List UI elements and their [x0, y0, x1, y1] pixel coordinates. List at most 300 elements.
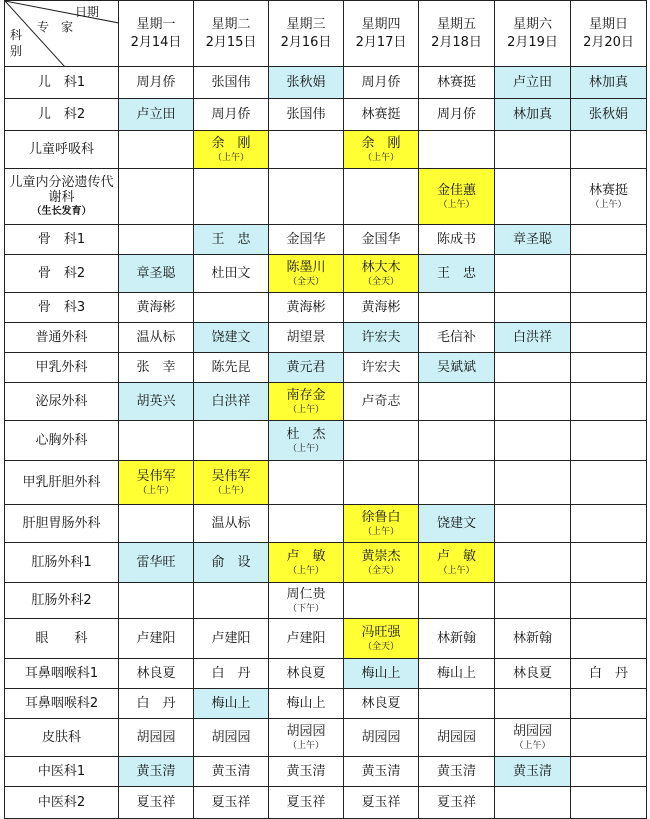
dept-label: 皮肤科: [41, 730, 81, 745]
doctor-name: 黄海彬: [136, 299, 176, 315]
session-note: （上午）: [514, 740, 551, 751]
doctor-name: 卢建阳: [286, 630, 326, 646]
schedule-cell: [571, 719, 647, 757]
doctor-name: 饶建文: [436, 515, 476, 531]
schedule-cell: [344, 67, 419, 99]
corner-dept-label: 科 别: [9, 28, 22, 58]
table-row: [5, 583, 647, 619]
session-note: （上午）: [137, 485, 174, 496]
table-row: [5, 505, 647, 543]
doctor-name: 张国伟: [211, 74, 251, 90]
corner-date-label: 日期: [75, 5, 100, 19]
table-row: [5, 323, 647, 353]
dept-label: 心胸外科: [35, 433, 88, 448]
table-row: [5, 689, 647, 719]
day-date: 2月18日: [431, 34, 482, 50]
doctor-name: 胡英兴: [136, 393, 176, 409]
doctor-name: 黄元君: [286, 359, 326, 375]
table-row: [5, 169, 647, 225]
day-name: 星期五: [436, 16, 476, 32]
dept-cell: [5, 323, 119, 353]
session-note: （上午）: [362, 152, 399, 163]
doctor-name: 夏玉祥: [436, 794, 476, 810]
schedule-cell: [495, 353, 571, 383]
session-note: （上午）: [287, 740, 324, 751]
table-row: [5, 659, 647, 689]
doctor-name: 白洪祥: [512, 329, 552, 345]
schedule-cell: [419, 543, 495, 583]
table-row: [5, 787, 647, 819]
schedule-cell: [344, 583, 419, 619]
doctor-name: 白 丹: [136, 695, 176, 711]
schedule-cell: [419, 293, 495, 323]
dept-cell: [5, 99, 119, 131]
doctor-name: 周月侨: [361, 74, 401, 90]
doctor-name: 林赛挺: [361, 106, 401, 122]
day-name: 星期四: [361, 16, 401, 32]
session-note: （上午）: [287, 565, 324, 576]
doctor-name: 吴伟军: [211, 468, 251, 484]
schedule-cell: [119, 225, 194, 255]
session-note: （上午）: [287, 404, 324, 415]
schedule-cell: [194, 787, 269, 819]
day-header-2: [194, 1, 269, 67]
schedule-cell: [119, 757, 194, 787]
day-name: 星期日: [588, 16, 628, 32]
schedule-cell: [119, 689, 194, 719]
schedule-cell: [571, 757, 647, 787]
schedule-cell: [344, 757, 419, 787]
table-row: [5, 67, 647, 99]
schedule-cell: [194, 583, 269, 619]
table-row: [5, 421, 647, 461]
session-note: （全天）: [362, 276, 399, 287]
schedule-cell: [119, 293, 194, 323]
schedule-cell: [419, 255, 495, 293]
doctor-name: 张国伟: [286, 106, 326, 122]
schedule-cell: [419, 659, 495, 689]
doctor-name: 余 刚: [211, 135, 251, 151]
schedule-cell: [571, 619, 647, 659]
dept-cell: [5, 461, 119, 505]
schedule-cell: [119, 583, 194, 619]
doctor-name: 梅山上: [436, 665, 476, 681]
schedule-cell: [119, 169, 194, 225]
schedule-cell: [419, 583, 495, 619]
schedule-cell: [344, 131, 419, 169]
schedule-cell: [194, 293, 269, 323]
corner-expert-label: 专 家: [37, 20, 74, 34]
session-note: （全天）: [287, 276, 324, 287]
doctor-name: 卢建阳: [136, 630, 176, 646]
schedule-cell: [119, 787, 194, 819]
day-header-7: [571, 1, 647, 67]
schedule-cell: [269, 169, 344, 225]
dept-cell: [5, 719, 119, 757]
schedule-cell: [194, 719, 269, 757]
schedule-cell: [495, 461, 571, 505]
schedule-cell: [571, 461, 647, 505]
corner-header-cell: [5, 1, 119, 67]
schedule-cell: [344, 169, 419, 225]
doctor-name: 夏玉祥: [286, 794, 326, 810]
schedule-cell: [419, 225, 495, 255]
day-name: 星期二: [211, 16, 251, 32]
schedule-cell: [269, 461, 344, 505]
schedule-cell: [269, 99, 344, 131]
schedule-cell: [194, 99, 269, 131]
doctor-name: 许宏夫: [361, 329, 401, 345]
schedule-cell: [194, 323, 269, 353]
doctor-name: 张秋娟: [286, 74, 326, 90]
schedule-cell: [119, 353, 194, 383]
session-note: （全天）: [362, 641, 399, 652]
dept-label: 甲乳肝胆外科: [22, 475, 101, 490]
dept-cell: [5, 353, 119, 383]
schedule-cell: [269, 757, 344, 787]
session-note: （下午）: [287, 603, 324, 614]
table-row: [5, 757, 647, 787]
doctor-name: 林加真: [588, 74, 628, 90]
session-note: （上午）: [438, 565, 475, 576]
schedule-cell: [495, 99, 571, 131]
day-date: 2月17日: [355, 34, 407, 50]
table-row: [5, 619, 647, 659]
doctor-name: 林赛挺: [436, 74, 476, 90]
expert-schedule-table: [4, 0, 647, 819]
doctor-name: 卢 敏: [436, 548, 476, 564]
schedule-cell: [571, 787, 647, 819]
doctor-name: 黄玉清: [211, 763, 251, 779]
doctor-name: 梅山上: [211, 695, 251, 711]
schedule-cell: [419, 353, 495, 383]
doctor-name: 夏玉祥: [361, 794, 401, 810]
dept-cell: [5, 505, 119, 543]
schedule-cell: [571, 255, 647, 293]
schedule-cell: [419, 461, 495, 505]
dept-label: 中医科1: [37, 764, 86, 779]
schedule-cell: [571, 659, 647, 689]
doctor-name: 雷华旺: [136, 554, 176, 570]
schedule-cell: [344, 619, 419, 659]
schedule-cell: [571, 383, 647, 421]
schedule-cell: [194, 505, 269, 543]
schedule-cell: [419, 383, 495, 421]
dept-label: 骨 科3: [37, 300, 86, 315]
schedule-cell: [269, 505, 344, 543]
schedule-cell: [119, 99, 194, 131]
doctor-name: 胡园园: [286, 723, 326, 739]
schedule-cell: [119, 255, 194, 293]
schedule-cell: [419, 719, 495, 757]
doctor-name: 冯旺强: [361, 624, 401, 640]
schedule-cell: [344, 225, 419, 255]
schedule-cell: [419, 689, 495, 719]
doctor-name: 饶建文: [211, 329, 251, 345]
schedule-cell: [269, 67, 344, 99]
dept-label: 普通外科: [35, 330, 88, 345]
schedule-cell: [571, 131, 647, 169]
dept-label: 泌尿外科: [35, 394, 88, 409]
dept-label: 骨 科1: [37, 232, 86, 247]
schedule-cell: [571, 583, 647, 619]
schedule-cell: [344, 787, 419, 819]
schedule-cell: [571, 169, 647, 225]
doctor-name: 卢立田: [136, 106, 176, 122]
schedule-cell: [194, 131, 269, 169]
dept-label: 甲乳外科: [35, 360, 88, 375]
schedule-cell: [495, 323, 571, 353]
dept-cell: [5, 225, 119, 255]
session-note: （上午）: [362, 526, 399, 537]
schedule-cell: [119, 505, 194, 543]
schedule-cell: [344, 543, 419, 583]
schedule-cell: [419, 421, 495, 461]
schedule-cell: [344, 383, 419, 421]
schedule-cell: [194, 461, 269, 505]
schedule-cell: [269, 619, 344, 659]
doctor-name: 张秋娟: [588, 106, 628, 122]
doctor-name: 吴斌斌: [436, 359, 476, 375]
schedule-cell: [571, 543, 647, 583]
table-row: [5, 461, 647, 505]
doctor-name: 杜田文: [211, 265, 251, 281]
dept-label: 眼 科: [35, 631, 88, 646]
doctor-name: 陈成书: [436, 231, 476, 247]
doctor-name: 林新翰: [436, 630, 476, 646]
schedule-cell: [344, 719, 419, 757]
schedule-cell: [119, 619, 194, 659]
schedule-cell: [194, 757, 269, 787]
doctor-name: 黄玉清: [512, 763, 552, 779]
schedule-cell: [119, 131, 194, 169]
doctor-name: 卢奇志: [361, 393, 401, 409]
doctor-name: 胡园园: [436, 729, 476, 745]
day-date: 2月19日: [507, 34, 558, 50]
doctor-name: 胡园园: [136, 729, 176, 745]
schedule-cell: [344, 255, 419, 293]
doctor-name: 卢建阳: [211, 630, 251, 646]
schedule-cell: [571, 323, 647, 353]
schedule-cell: [495, 787, 571, 819]
header-row: [5, 1, 647, 67]
session-note: （上午）: [287, 443, 324, 454]
schedule-cell: [269, 383, 344, 421]
schedule-cell: [194, 689, 269, 719]
doctor-name: 黄玉清: [136, 763, 176, 779]
schedule-cell: [269, 787, 344, 819]
schedule-cell: [194, 543, 269, 583]
table-row: [5, 383, 647, 421]
dept-label: 肛肠外科2: [31, 593, 92, 608]
schedule-cell: [419, 505, 495, 543]
doctor-name: 林大木: [361, 259, 401, 275]
doctor-name: 卢 敏: [286, 548, 326, 564]
schedule-cell: [344, 421, 419, 461]
schedule-cell: [495, 719, 571, 757]
doctor-name: 周月侨: [436, 106, 476, 122]
session-note: （上午）: [590, 199, 627, 210]
table-row: [5, 99, 647, 131]
day-name: 星期三: [286, 16, 326, 32]
doctor-name: 黄玉清: [286, 763, 326, 779]
schedule-cell: [495, 255, 571, 293]
schedule-cell: [269, 255, 344, 293]
schedule-cell: [571, 293, 647, 323]
day-date: 2月16日: [280, 34, 332, 50]
schedule-cell: [194, 169, 269, 225]
schedule-cell: [194, 225, 269, 255]
schedule-cell: [269, 225, 344, 255]
doctor-name: 章圣聪: [136, 265, 176, 281]
schedule-cell: [194, 255, 269, 293]
schedule-cell: [419, 131, 495, 169]
doctor-name: 俞 设: [211, 554, 251, 570]
dept-cell: [5, 757, 119, 787]
schedule-cell: [419, 67, 495, 99]
day-header-4: [344, 1, 419, 67]
schedule-cell: [419, 169, 495, 225]
schedule-cell: [119, 323, 194, 353]
schedule-cell: [419, 619, 495, 659]
day-header-3: [269, 1, 344, 67]
dept-cell: [5, 255, 119, 293]
schedule-cell: [269, 543, 344, 583]
schedule-cell: [119, 659, 194, 689]
schedule-cell: [344, 505, 419, 543]
doctor-name: 毛信补: [436, 329, 476, 345]
schedule-cell: [495, 659, 571, 689]
schedule-cell: [344, 323, 419, 353]
schedule-cell: [571, 689, 647, 719]
dept-cell: [5, 619, 119, 659]
doctor-name: 林新翰: [512, 630, 552, 646]
schedule-cell: [269, 659, 344, 689]
schedule-cell: [119, 421, 194, 461]
day-date: 2月20日: [583, 34, 634, 50]
doctor-name: 林良夏: [512, 665, 552, 681]
doctor-name: 王 忠: [211, 231, 251, 247]
doctor-name: 周仁贵: [286, 586, 326, 602]
day-name: 星期六: [512, 16, 552, 32]
doctor-name: 周月侨: [211, 106, 251, 122]
day-date: 2月15日: [205, 34, 257, 50]
dept-cell: [5, 383, 119, 421]
table-row: [5, 131, 647, 169]
schedule-cell: [495, 67, 571, 99]
schedule-cell: [269, 689, 344, 719]
table-row: [5, 225, 647, 255]
schedule-cell: [194, 619, 269, 659]
doctor-name: 金国华: [286, 231, 326, 247]
day-header-1: [119, 1, 194, 67]
doctor-name: 林赛挺: [588, 182, 628, 198]
doctor-name: 黄玉清: [436, 763, 476, 779]
schedule-cell: [119, 461, 194, 505]
doctor-name: 温从标: [136, 329, 176, 345]
doctor-name: 夏玉祥: [211, 794, 251, 810]
doctor-name: 卢立田: [512, 74, 552, 90]
doctor-name: 余 刚: [361, 135, 401, 151]
schedule-cell: [419, 757, 495, 787]
dept-cell: [5, 293, 119, 323]
doctor-name: 周月侨: [136, 74, 176, 90]
schedule-cell: [495, 505, 571, 543]
schedule-cell: [571, 421, 647, 461]
day-name: 星期一: [136, 16, 176, 32]
table-row: [5, 719, 647, 757]
doctor-name: 林良夏: [136, 665, 176, 681]
doctor-name: 金国华: [361, 231, 401, 247]
doctor-name: 金佳蕙: [436, 182, 476, 198]
doctor-name: 许宏夫: [361, 359, 401, 375]
schedule-cell: [495, 619, 571, 659]
schedule-cell: [269, 293, 344, 323]
doctor-name: 黄海彬: [361, 299, 401, 315]
schedule-cell: [269, 323, 344, 353]
dept-label: 儿 科2: [37, 107, 86, 122]
table-row: [5, 543, 647, 583]
schedule-cell: [419, 323, 495, 353]
doctor-name: 林良夏: [361, 695, 401, 711]
schedule-cell: [571, 67, 647, 99]
schedule-cell: [344, 461, 419, 505]
dept-cell: [5, 421, 119, 461]
doctor-name: 黄玉清: [361, 763, 401, 779]
table-row: [5, 293, 647, 323]
doctor-name: 胡望景: [286, 329, 326, 345]
schedule-cell: [269, 719, 344, 757]
doctor-name: 王 忠: [436, 265, 476, 281]
schedule-cell: [495, 169, 571, 225]
session-note: （上午）: [438, 199, 475, 210]
schedule-cell: [495, 543, 571, 583]
dept-label: 耳鼻咽喉科1: [24, 666, 99, 681]
schedule-cell: [571, 353, 647, 383]
dept-label: 肛肠外科1: [31, 555, 92, 570]
schedule-cell: [344, 689, 419, 719]
dept-label: 耳鼻咽喉科2: [24, 696, 99, 711]
doctor-name: 陈墨川: [286, 259, 326, 275]
table-row: [5, 255, 647, 293]
dept-cell: [5, 67, 119, 99]
doctor-name: 章圣聪: [512, 231, 552, 247]
schedule-cell: [344, 99, 419, 131]
schedule-cell: [269, 421, 344, 461]
schedule-cell: [495, 225, 571, 255]
doctor-name: 温从标: [211, 515, 251, 531]
schedule-cell: [571, 505, 647, 543]
schedule-cell: [269, 583, 344, 619]
schedule-cell: [495, 131, 571, 169]
schedule-cell: [194, 659, 269, 689]
schedule-cell: [571, 225, 647, 255]
dept-label: 中医科2: [37, 795, 86, 810]
doctor-name: 张 幸: [136, 359, 176, 375]
doctor-name: 吴伟军: [136, 468, 176, 484]
schedule-cell: [269, 131, 344, 169]
schedule-cell: [495, 757, 571, 787]
doctor-name: 林良夏: [286, 665, 326, 681]
doctor-name: 胡园园: [361, 729, 401, 745]
schedule-cell: [419, 99, 495, 131]
schedule-cell: [269, 353, 344, 383]
schedule-cell: [119, 67, 194, 99]
schedule-cell: [495, 583, 571, 619]
doctor-name: 白 丹: [588, 665, 628, 681]
schedule-cell: [194, 383, 269, 421]
schedule-cell: [194, 353, 269, 383]
